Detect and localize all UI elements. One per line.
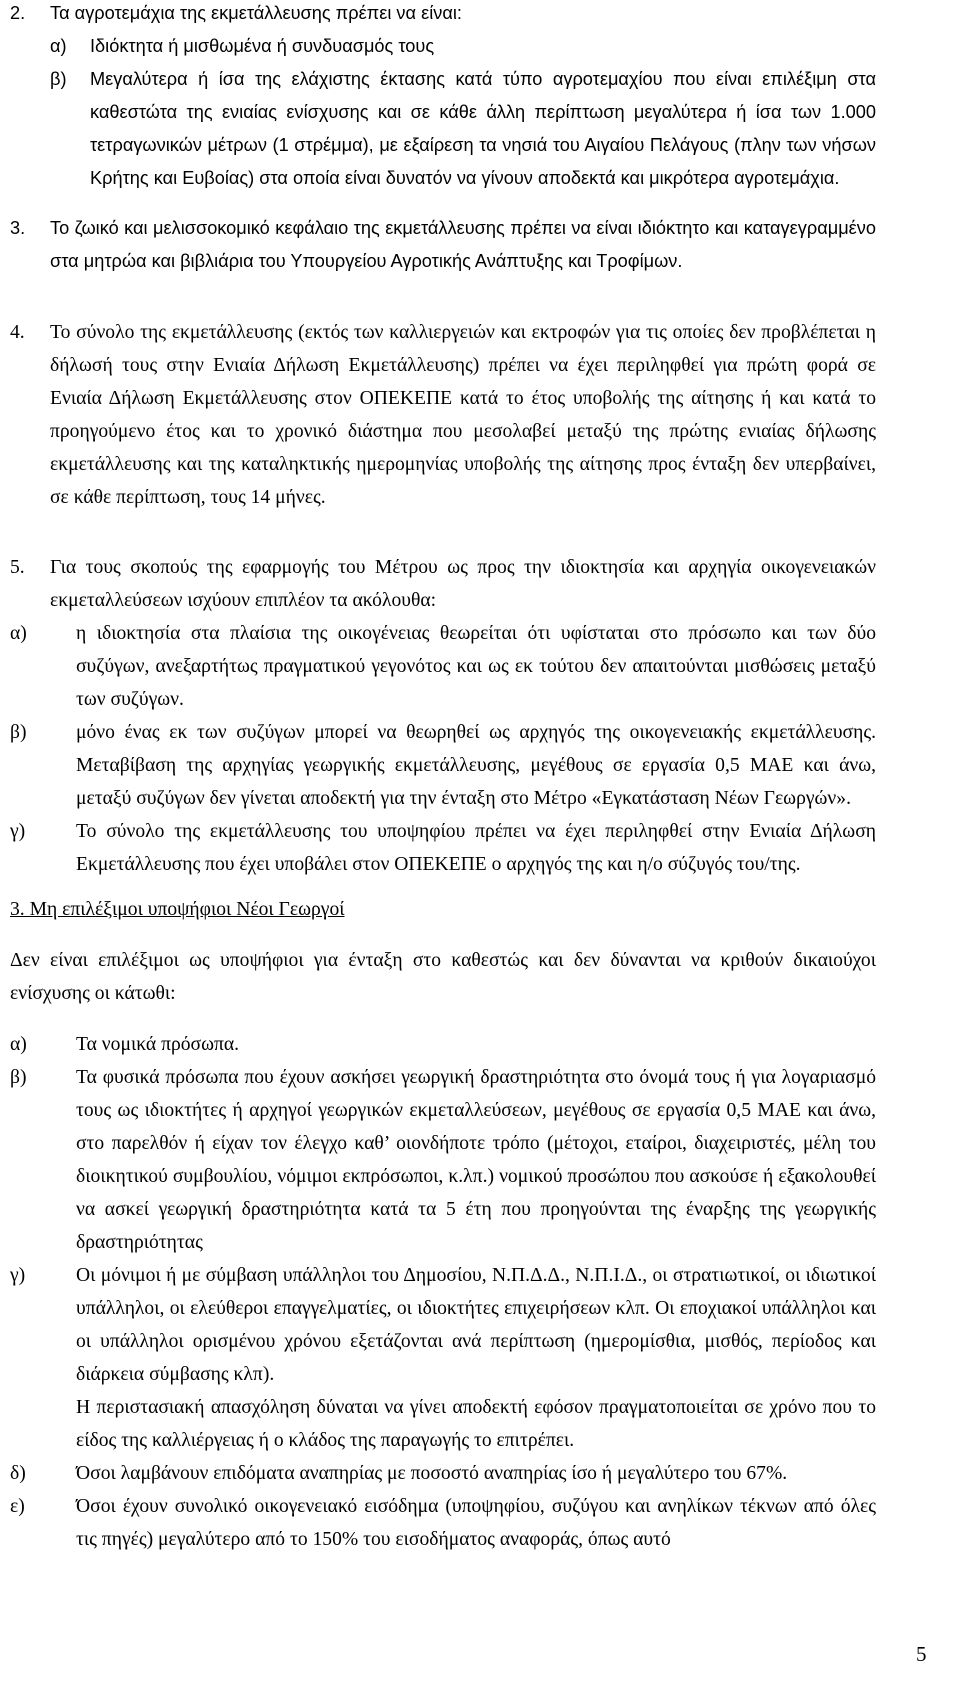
- section-3-a-label: α): [10, 1034, 27, 1055]
- item-2: [10, 0, 876, 195]
- section-3-b: [10, 1061, 876, 1259]
- item-5-a: [10, 617, 876, 716]
- item-5-b-text: μόνο ένας εκ των συζύγων μπορεί να θεωρηθεί ως αρχηγός της οικογενειακής εκμετάλλευσης. Μεταβίβαση της αρχηγίας γεωργικής εκμετάλλευσης, μεγέθους σε εργασία 0,5 ΜΑΕ και άνω, μεταξύ συζύγων δεν γίνεται αποδεκτή για την ένταξη στο Μέτρο «Εγκατάσταση Νέων Γεωργών».: [76, 722, 876, 809]
- item-4-text: Το σύνολο της εκμετάλλευσης (εκτός των καλλιεργειών και εκτροφών για τις οποίες δεν προβλέπεται η δήλωσή τους στην Ενιαία Δήλωση Εκμετάλλευσης) πρέπει να έχει περιληφθεί για πρώτη φορά σε Ενιαία Δήλωση Εκμετάλλευσης στον ΟΠΕΚΕΠΕ κατά το έτος υποβολής της αίτησης ή και κατά το προηγούμενο έτος και το χρονικό διάστημα που μεσολαβεί μεταξύ της πρώτης ενιαίας δήλωσης εκμετάλλευσης και της καταληκτικής ημερομηνίας υποβολής της αίτησης προς ένταξη δεν υπερβαίνει, σε κάθε περίπτωση, τους 14 μήνες.: [50, 322, 876, 508]
- item-5-intro: Για τους σκοπούς της εφαρμογής του Μέτρου ως προς την ιδιοκτησία και αρχηγία οικογενειακών εκμεταλλεύσεων ισχύουν επιπλέον τα ακόλουθα:: [50, 557, 876, 611]
- item-4-number: 4.: [10, 322, 25, 343]
- item-3-text: Το ζωικό και μελισσοκομικό κεφάλαιο της εκμετάλλευσης πρέπει να είναι ιδιόκτητο και καταγεγραμμένο στα μητρώα και βιβλιάρια του Υπουργείου Αγροτικής Ανάπτυξης και Τροφίμων.: [50, 218, 876, 271]
- section-3-e: [10, 1490, 876, 1556]
- section-3-c: [10, 1259, 876, 1457]
- item-4-block: [10, 316, 876, 514]
- item-5-a-text: η ιδιοκτησία στα πλαίσια της οικογένειας θεωρείται ότι υφίσταται στο πρόσωπο και των δύο συζύγων, ανεξαρτήτως πραγματικού γεγονότος και ως εκ τούτου δεν απαιτούνται μισθώσεις μεταξύ των συζύγων.: [76, 623, 876, 710]
- item-5-number: 5.: [10, 557, 25, 578]
- section-3-c-label: γ): [10, 1265, 26, 1286]
- item-5: [10, 551, 876, 881]
- section-3-d: [10, 1457, 876, 1490]
- item-3: [10, 212, 876, 278]
- section-3-d-label: δ): [10, 1463, 26, 1484]
- item-5-c: [10, 815, 876, 881]
- section-3-b-text: Τα φυσικά πρόσωπα που έχουν ασκήσει γεωργική δραστηριότητα στο όνομά τους ή για λογαριασμό τους ως ιδιοκτήτες ή αρχηγοί γεωργικών εκμεταλλεύσεων, μεγέθους σε εργασία 0,5 ΜΑΕ και άνω, στο παρελθόν ή είχαν τον έλεγχο καθ’ οιονδήποτε τρόπο (μέτοχοι, εταίροι, διαχειριστές, μέλη του διοικητικού συμβουλίου, νόμιμοι εκπρόσωποι, κ.λπ.) νομικού προσώπου που ασκούσε ή εξακολουθεί να ασκεί γεωργική δραστηριότητα κατά τα 5 έτη που προηγούνται της έναρξης της γεωργικής δραστηριότητας: [76, 1067, 876, 1253]
- section-3-list: [10, 1028, 876, 1556]
- section-3-a-text: Τα νομικά πρόσωπα.: [76, 1034, 240, 1055]
- section-3-d-text: Όσοι λαμβάνουν επιδόματα αναπηρίας με ποσοστό αναπηρίας ίσο ή μεγαλύτερο του 67%.: [76, 1463, 788, 1484]
- section-3-c-text2: Η περιστασιακή απασχόληση δύναται να γίνει αποδεκτή εφόσον πραγματοποιείται σε χρόνο που το είδος της καλλιέργειας ή ο κλάδος της παραγωγής το επιτρέπει.: [76, 1397, 876, 1451]
- item-2-b: [50, 63, 876, 195]
- section-3-e-label: ε): [10, 1496, 25, 1517]
- item-2-b-label: β): [50, 69, 67, 89]
- section-3-a: [10, 1028, 876, 1061]
- section-3-c-text: Οι μόνιμοι ή με σύμβαση υπάλληλοι του Δημοσίου, Ν.Π.Δ.Δ., Ν.Π.Ι.Δ., οι στρατιωτικοί, οι ιδιωτικοί υπάλληλοι, οι ελεύθεροι επαγγελματίες, οι ιδιοκτήτες επιχειρήσεων κλπ. Οι εποχιακοί υπάλληλοι και οι υπάλληλοι ορισμένου χρόνου εξετάζονται ανά περίπτωση (ημερομίσθια, μισθός, περίοδος και διάρκεια σύμβασης κλπ).: [76, 1265, 876, 1385]
- item-5-b: [10, 716, 876, 815]
- item-2-number: 2.: [10, 3, 26, 23]
- item-5-block: [10, 551, 876, 617]
- section-3-intro: Δεν είναι επιλέξιμοι ως υποψήφιοι για ένταξη στο καθεστώς και δεν δύνανται να κριθούν δικαιούχοι ενίσχυσης οι κάτωθι:: [10, 950, 876, 1004]
- item-2-intro: Τα αγροτεμάχια της εκμετάλλευσης πρέπει να είναι:: [50, 3, 462, 23]
- item-2-block: [10, 0, 876, 195]
- section-3-b-label: β): [10, 1067, 27, 1088]
- item-3-block: [10, 212, 876, 278]
- section-3-heading: 3. Μη επιλέξιμοι υποψήφιοι Νέοι Γεωργοί: [10, 899, 345, 920]
- section-3-e-text: Όσοι έχουν συνολικό οικογενειακό εισόδημα (υποψηφίου, συζύγου και ανηλίκων τέκνων από όλες τις πηγές) μεγαλύτερο από το 150% του εισοδήματος αναφοράς, όπως αυτό: [76, 1496, 876, 1550]
- item-5-c-label: γ): [10, 821, 26, 842]
- item-5-a-label: α): [10, 623, 27, 644]
- item-3-number: 3.: [10, 218, 26, 238]
- item-2-a-label: α): [50, 36, 67, 56]
- item-5-c-text: Το σύνολο της εκμετάλλευσης του υποψηφίου πρέπει να έχει περιληφθεί στην Ενιαία Δήλωση Εκμετάλλευσης που έχει υποβάλει στον ΟΠΕΚΕΠΕ ο αρχηγός της και η/ο σύζυγός του/της.: [76, 821, 876, 875]
- item-2-a: [50, 30, 876, 63]
- item-4: [10, 316, 876, 514]
- item-5-b-label: β): [10, 722, 27, 743]
- page-number: 5: [916, 1642, 927, 1666]
- item-2-b-text: Μεγαλύτερα ή ίσα της ελάχιστης έκτασης κατά τύπο αγροτεμαχίου που είναι επιλέξιμη στα καθεστώτα της ενιαίας ενίσχυσης και σε κάθε άλλη περίπτωση μεγαλύτερα ή ίσα των 1.000 τετραγωνικών μέτρων (1 στρέμμα), με εξαίρεση τα νησιά του Αιγαίου Πελάγους (πλην των νήσων Κρήτης και Ευβοίας) στα οποία είναι δυνατόν να γίνουν αποδεκτά και μικρότερα αγροτεμάχια.: [90, 69, 876, 188]
- item-2-a-text: Ιδιόκτητα ή μισθωμένα ή συνδυασμός τους: [90, 36, 435, 56]
